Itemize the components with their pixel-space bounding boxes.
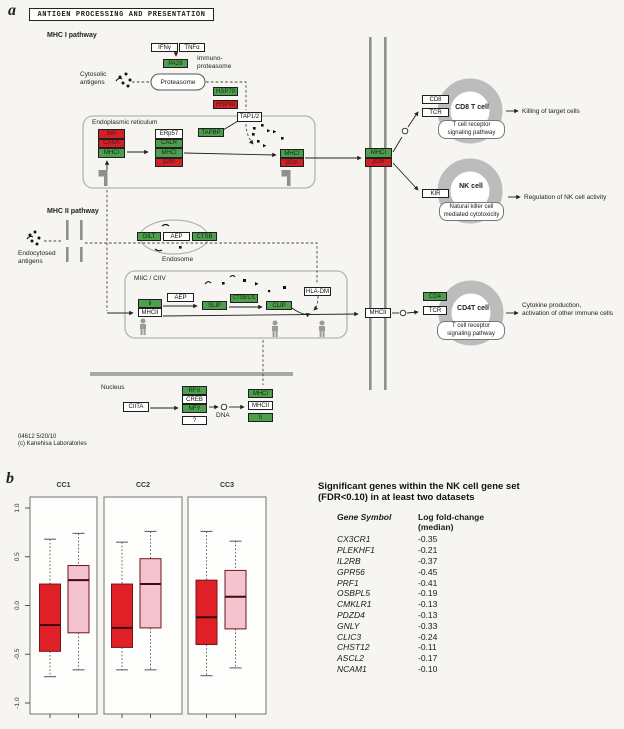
table-row bbox=[318, 642, 618, 653]
receptor-icon bbox=[99, 170, 291, 186]
gene-box-hladm: HLA-DM bbox=[305, 288, 329, 295]
gene-box-gilt: GILT bbox=[137, 232, 161, 241]
logfc-cell: -0.13 bbox=[418, 599, 438, 610]
gene-box-canx: CANX bbox=[98, 139, 125, 149]
gene-box-unknown: ? bbox=[182, 416, 207, 425]
gene-box-mhci-er2: MHCI bbox=[155, 148, 183, 158]
table-row bbox=[318, 653, 618, 664]
gene-box-tap12: TAP1/2 bbox=[237, 112, 262, 122]
gene-box-mhcii-membrane: MHCII bbox=[365, 308, 391, 318]
y-axis-tick-label: 1.0 bbox=[14, 503, 21, 513]
table-row bbox=[318, 567, 618, 578]
cytosolic-antigens-label: Cytosolic antigens bbox=[80, 71, 107, 86]
tcr-signaling-pathway-box-1: T cell receptor signaling pathway bbox=[438, 120, 505, 139]
boxplot-panel-title: CC3 bbox=[219, 482, 235, 489]
gene-symbol-cell: IL2RB bbox=[337, 556, 361, 567]
gene-symbol-cell: CMKLR1 bbox=[337, 599, 372, 610]
gene-symbol-cell: CHST12 bbox=[337, 642, 370, 653]
plasma-membrane-line bbox=[369, 37, 372, 390]
gene-symbol-cell: GPR56 bbox=[337, 566, 365, 577]
endocytosed-antigen-icon bbox=[27, 231, 41, 246]
gene-box-mhci-nucleus: MHCI bbox=[248, 389, 273, 398]
panel-a-letter: a bbox=[8, 2, 16, 19]
gene-box-ctsb: CTSB bbox=[192, 232, 217, 241]
logfc-cell: -0.10 bbox=[418, 664, 438, 674]
mhc2-pathway-label: MHC II pathway bbox=[47, 208, 99, 215]
plasma-membrane-line bbox=[384, 37, 387, 390]
gene-box-hsp70: HSP70 bbox=[213, 87, 238, 96]
y-axis-tick-label: 0.5 bbox=[14, 552, 21, 562]
gene-box-erp57: ERp57 bbox=[155, 129, 183, 139]
peptide-fragments bbox=[205, 276, 286, 293]
gene-box-ciita: CIITA bbox=[123, 402, 149, 412]
gene-symbol-cell: NCAM1 bbox=[337, 664, 367, 674]
nk-cytotoxicity-pathway-box: Natural killer cell mediated cytotoxicity bbox=[439, 202, 504, 221]
gene-symbol-cell: PDZD4 bbox=[337, 610, 365, 621]
table-row bbox=[318, 621, 618, 632]
gene-box-tcr-1: TCR bbox=[422, 108, 449, 117]
gene-box-tcr-2: TCR bbox=[423, 306, 447, 315]
indirect-junction bbox=[402, 128, 408, 134]
logfc-column-header: Log fold-change (median) bbox=[418, 512, 485, 533]
gene-box-ii: Ii bbox=[138, 299, 162, 308]
gene-table-rows bbox=[318, 534, 618, 674]
pathway-copyright: (c) Kanehisa Laboratories bbox=[18, 440, 87, 447]
mhc2-person-icon bbox=[140, 319, 325, 338]
y-axis-tick-label: -1.0 bbox=[14, 697, 21, 709]
gene-table-title: Significant genes within the NK cell gene set (FDR<0.10) in at least two datasets bbox=[318, 481, 520, 504]
gene-symbol-cell: OSBPL5 bbox=[337, 588, 371, 599]
boxplot-chart bbox=[0, 470, 300, 729]
logfc-cell: -0.17 bbox=[418, 653, 438, 664]
logfc-cell: -0.41 bbox=[418, 577, 438, 588]
logfc-cell: -0.33 bbox=[418, 620, 438, 631]
panel-b bbox=[0, 470, 624, 729]
miic-label: MIIC / CIIV bbox=[134, 275, 166, 282]
cytokine-label: Cytokine production, activation of other immune cells bbox=[522, 302, 614, 317]
gene-box-b2m-er2: β2M bbox=[155, 158, 183, 168]
peptide-fragments bbox=[252, 124, 284, 147]
cytosolic-antigen-icon bbox=[116, 73, 132, 88]
dna-label: DNA bbox=[216, 412, 230, 419]
gene-box-slip: SLIP bbox=[202, 301, 227, 310]
logfc-cell: -0.13 bbox=[418, 610, 438, 621]
y-axis-tick-label: 0.0 bbox=[14, 600, 21, 611]
endocytosed-antigens-label: Endocytosed antigens bbox=[18, 250, 56, 265]
gene-symbol-cell: CLIC3 bbox=[337, 631, 362, 642]
gene-box-mhci-er1: MHCI bbox=[98, 148, 125, 158]
gene-box-ifng: IFNγ bbox=[151, 43, 178, 52]
table-row bbox=[318, 545, 618, 556]
proteasome-label: Proteasome bbox=[160, 78, 196, 86]
gene-symbol-cell: GNLY bbox=[337, 620, 360, 631]
er-label: Endoplasmic reticulum bbox=[92, 119, 158, 126]
logfc-cell: -0.21 bbox=[418, 545, 438, 556]
gene-box-bip: BiP bbox=[98, 129, 125, 139]
gene-symbol-cell: PLEKHF1 bbox=[337, 545, 375, 556]
gene-box-b2m-er3: β2m bbox=[280, 158, 304, 167]
boxplot-panel-title: CC1 bbox=[56, 482, 71, 489]
gene-box-aep-1: AEP bbox=[163, 232, 190, 241]
table-row bbox=[318, 534, 618, 545]
gene-box-aep-2: AEP bbox=[167, 293, 194, 302]
gene-box-kir: KIR bbox=[422, 189, 449, 198]
dna-site bbox=[221, 404, 227, 410]
gene-box-b2m-membrane: β2m bbox=[365, 158, 392, 168]
logfc-cell: -0.11 bbox=[418, 642, 437, 653]
cd8-tcell-label: CD8 T cell bbox=[455, 104, 489, 111]
gene-table bbox=[318, 481, 618, 675]
table-row bbox=[318, 599, 618, 610]
gene-box-ctsbls: CTSB/L/S bbox=[230, 294, 258, 303]
gene-box-mhci-membrane: MHCI bbox=[365, 148, 392, 158]
gene-symbol-cell: PRF1 bbox=[337, 577, 359, 588]
table-row bbox=[318, 588, 618, 599]
gene-box-mhcii-nucleus: MHCII bbox=[248, 401, 273, 410]
y-axis-tick-label: -0.5 bbox=[14, 648, 21, 660]
gene-box-creb: CREB bbox=[182, 395, 207, 404]
logfc-cell: -0.24 bbox=[418, 631, 438, 642]
logfc-cell: -0.45 bbox=[418, 566, 438, 577]
table-row bbox=[318, 664, 618, 675]
panel-b-letter: b bbox=[6, 470, 14, 487]
gene-box-ii-nucleus: Ii bbox=[248, 413, 273, 422]
cd4-tcell-label: CD4T cell bbox=[457, 305, 489, 312]
logfc-cell: -0.35 bbox=[418, 534, 438, 545]
logfc-cell: -0.37 bbox=[418, 556, 438, 567]
table-row bbox=[318, 632, 618, 643]
endosome-label: Endosome bbox=[162, 256, 194, 263]
killing-label: Killing of target cells bbox=[522, 108, 580, 115]
gene-symbol-column-header: Gene Symbol bbox=[337, 512, 392, 523]
table-row bbox=[318, 556, 618, 567]
logfc-cell: -0.19 bbox=[418, 588, 438, 599]
pathway-map-id: 04612 5/20/10 bbox=[18, 434, 57, 440]
nucleus-label: Nucleus bbox=[101, 384, 125, 391]
pathway-title: ANTIGEN PROCESSING AND PRESENTATION bbox=[29, 8, 214, 21]
indirect-junction bbox=[400, 310, 406, 316]
tcr-signaling-pathway-box-2: T cell receptor signaling pathway bbox=[437, 321, 505, 340]
gene-box-mhcii-1: MHCII bbox=[138, 308, 162, 317]
gene-box-cd8: CD8 bbox=[422, 95, 449, 104]
gene-box-rfx: RFX bbox=[182, 386, 207, 395]
gene-table-header bbox=[318, 512, 618, 532]
gene-box-clip: CLIP bbox=[266, 301, 292, 310]
nk-regulation-label: Regulation of NK cell activity bbox=[524, 194, 607, 201]
boxplot-svg bbox=[0, 470, 300, 729]
nk-cell-label: NK cell bbox=[459, 183, 483, 190]
gene-symbol-cell: CX3CR1 bbox=[337, 534, 371, 545]
gene-box-cd4: CD4 bbox=[423, 292, 447, 301]
table-row bbox=[318, 578, 618, 589]
gene-box-pa28: PA28 bbox=[163, 59, 188, 68]
gene-box-tapbp: TAPBP bbox=[198, 128, 224, 137]
immuno-proteasome-label: Immuno- proteasome bbox=[197, 55, 232, 70]
table-row bbox=[318, 610, 618, 621]
boxplot-panel-title: CC2 bbox=[135, 482, 151, 489]
mhc1-pathway-label: MHC I pathway bbox=[47, 32, 97, 39]
gene-symbol-cell: ASCL2 bbox=[337, 653, 364, 664]
gene-box-hsp90: HSP90 bbox=[213, 100, 238, 109]
gene-box-mhci-er3: MHCI bbox=[280, 149, 304, 158]
gene-box-nfy: NFY bbox=[182, 404, 207, 413]
gene-box-calr: CALR bbox=[155, 139, 183, 149]
gene-box-tnfa: TNFα bbox=[179, 43, 205, 52]
